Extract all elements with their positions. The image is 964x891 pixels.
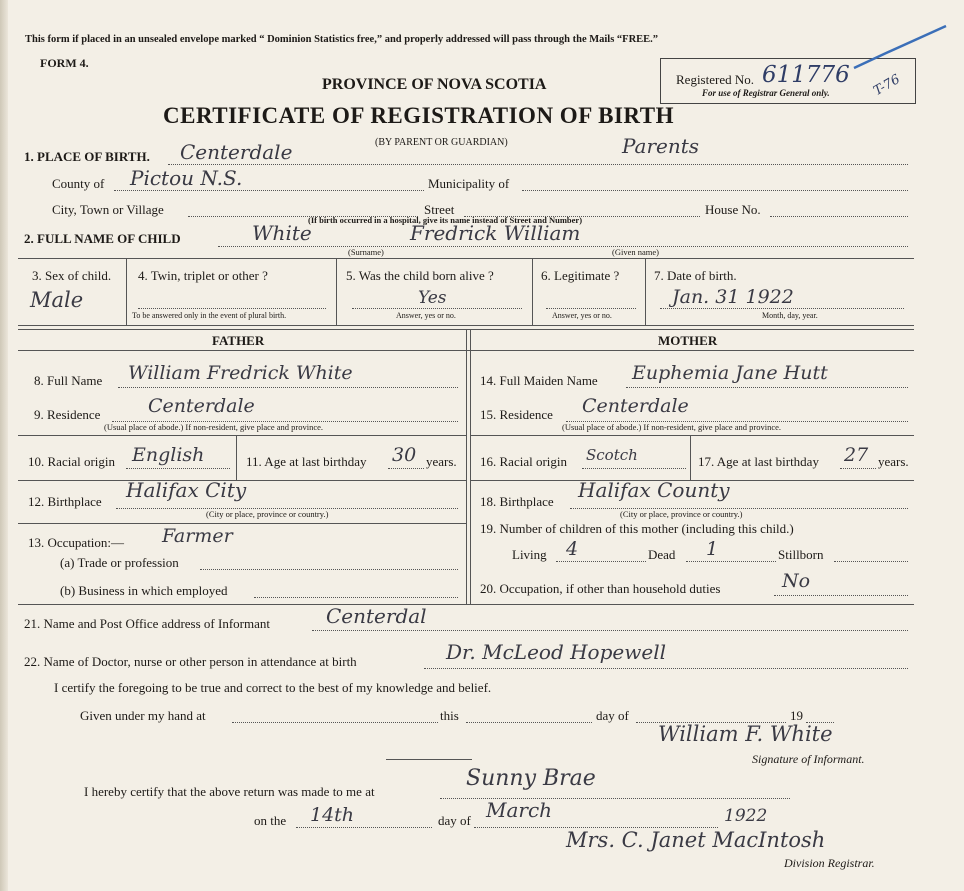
informant-signature: William F. White	[658, 722, 833, 746]
registered-no-label: Registered No.	[676, 72, 754, 87]
mother-residence-note: (Usual place of abode.) If non-resident, give place and province.	[562, 422, 782, 432]
street-label: Street	[424, 202, 455, 217]
form-number: FORM 4.	[40, 56, 89, 70]
mother-years: years.	[878, 454, 909, 469]
sex-label: 3. Sex of child.	[32, 268, 112, 283]
page-edge	[0, 0, 8, 891]
this-line	[466, 722, 592, 723]
place-of-birth-value: Centerdale	[180, 140, 293, 164]
city-label: City, Town or Village	[52, 202, 164, 217]
mother-birthplace-note: (City or place, province or country.)	[620, 509, 743, 519]
father-birthplace-note: (City or place, province or country.)	[206, 509, 329, 519]
given-at-label: Given under my hand at	[80, 708, 206, 723]
living-line	[556, 561, 646, 562]
on-the-label: on the	[254, 813, 287, 828]
rule	[470, 435, 914, 436]
registrar-signature: Mrs. C. Janet MacIntosh	[566, 828, 826, 852]
registrar-statement: I hereby certify that the above return was made to me at	[84, 784, 375, 799]
house-line	[770, 216, 908, 217]
twin-note: To be answered only in the event of plural birth.	[132, 311, 287, 320]
dob-note: Month, day, year.	[762, 311, 818, 320]
dead-line	[686, 561, 776, 562]
mother-race-label: 16. Racial origin	[480, 454, 568, 469]
father-age-value: 30	[392, 444, 417, 466]
legitimate-line	[546, 308, 636, 309]
legitimate-label: 6. Legitimate ?	[541, 268, 620, 283]
mother-age-label: 17. Age at last birthday	[698, 454, 819, 469]
divider	[532, 258, 533, 325]
child-given-value: Fredrick William	[410, 221, 581, 245]
day-line	[296, 827, 432, 828]
mother-age-line	[840, 468, 876, 469]
dob-line	[660, 308, 904, 309]
county-label: County of	[52, 176, 105, 191]
registrar-month-value: March	[486, 798, 553, 822]
trade-line	[200, 569, 458, 570]
father-occupation-value: Farmer	[162, 525, 233, 547]
informant-line	[312, 630, 908, 631]
surname-caption: (Surname)	[348, 247, 384, 257]
certificate-title: CERTIFICATE OF REGISTRATION OF BIRTH	[163, 103, 674, 128]
sex-value: Male	[30, 288, 84, 312]
informant-signature-caption: Signature of Informant.	[752, 752, 865, 766]
dob-label: 7. Date of birth.	[654, 268, 737, 283]
mother-birthplace-label: 18. Birthplace	[480, 494, 554, 509]
certificate-subtitle: (BY PARENT OR GUARDIAN)	[375, 137, 508, 148]
registrar-general-note: For use of Registrar General only.	[702, 88, 830, 98]
place-line	[168, 164, 908, 165]
registrar-day-value: 14th	[310, 804, 355, 826]
certify-statement: I certify the foregoing to be true and correct to the best of my knowledge and belief.	[54, 680, 492, 695]
rule	[18, 523, 466, 524]
business-line	[254, 597, 458, 598]
mother-residence-label: 15. Residence	[480, 407, 553, 422]
twin-label: 4. Twin, triplet or other ?	[138, 268, 268, 283]
father-race-line	[126, 468, 230, 469]
twin-line	[138, 308, 326, 309]
mail-notice: This form if placed in an unsealed envelope marked “ Dominion Statistics free,” and properly addressed will pass through the Mails “FREE.”	[25, 34, 659, 45]
parents-note: Parents	[622, 134, 700, 158]
year-prefix: 19	[790, 708, 803, 723]
county-line	[114, 190, 424, 191]
divider	[126, 258, 127, 325]
living-label: Living	[512, 547, 547, 562]
rule	[18, 604, 914, 605]
legitimate-note: Answer, yes or no.	[552, 311, 612, 320]
mother-heading: MOTHER	[658, 333, 718, 348]
this-label: this	[440, 708, 459, 723]
father-name-value: William Fredrick White	[128, 362, 353, 384]
rule	[18, 325, 914, 326]
hospital-note: (If birth occurred in a hospital, give its name instead of Street and Number)	[308, 215, 583, 225]
father-birthplace-value: Halifax City	[126, 478, 247, 502]
father-heading: FATHER	[212, 333, 265, 348]
mother-race-value: Scotch	[586, 446, 638, 464]
given-caption: (Given name)	[612, 247, 659, 257]
stillborn-line	[834, 561, 908, 562]
rule	[386, 759, 472, 760]
registrar-signature-caption: Division Registrar.	[784, 856, 875, 870]
informant-value: Centerdal	[326, 604, 427, 628]
mother-occupation-value: No	[782, 570, 811, 592]
father-birthplace-label: 12. Birthplace	[28, 494, 102, 509]
municipality-label: Municipality of	[428, 176, 510, 191]
living-value: 4	[566, 538, 579, 560]
mother-race-line	[582, 468, 686, 469]
mother-name-line	[626, 387, 908, 388]
mother-birthplace-value: Halifax County	[578, 478, 730, 502]
father-occupation-label: 13. Occupation:—	[28, 535, 125, 550]
father-years: years.	[426, 454, 457, 469]
divider	[466, 329, 467, 604]
father-age-line	[388, 468, 424, 469]
divider	[470, 329, 471, 604]
registrar-year-value: 1922	[724, 806, 768, 826]
child-name-label: 2. FULL NAME OF CHILD	[24, 231, 181, 246]
doctor-line	[424, 668, 908, 669]
mother-name-value: Euphemia Jane Hutt	[632, 362, 828, 384]
mother-age-value: 27	[844, 444, 869, 466]
father-residence-label: 9. Residence	[34, 407, 101, 422]
father-race-label: 10. Racial origin	[28, 454, 116, 469]
blue-check-mark	[850, 22, 950, 72]
rule	[18, 258, 914, 259]
house-no-label: House No.	[705, 202, 761, 217]
mother-occupation-label: 20. Occupation, if other than household duties	[480, 581, 721, 596]
mother-name-label: 14. Full Maiden Name	[480, 373, 598, 388]
place-of-birth-label: 1. PLACE OF BIRTH.	[24, 149, 150, 164]
divider	[645, 258, 646, 325]
divider	[690, 435, 691, 480]
dob-value: Jan. 31 1922	[672, 286, 794, 308]
father-name-line	[118, 387, 458, 388]
registrar-day-of-label: day of	[438, 813, 471, 828]
business-label: (b) Business in which employed	[60, 583, 228, 598]
rule	[18, 350, 914, 351]
registration-stamp: T-76	[871, 72, 903, 99]
rule	[18, 435, 466, 436]
alive-note: Answer, yes or no.	[396, 311, 456, 320]
registered-no-value: 611776	[762, 62, 850, 88]
doctor-value: Dr. McLeod Hopewell	[446, 640, 666, 664]
father-race-value: English	[132, 444, 205, 466]
province-heading: PROVINCE OF NOVA SCOTIA	[322, 76, 547, 93]
father-residence-value: Centerdale	[148, 395, 255, 417]
alive-label: 5. Was the child born alive ?	[346, 268, 494, 283]
divider	[236, 435, 237, 480]
father-age-label: 11. Age at last birthday	[246, 454, 367, 469]
day-of-label: day of	[596, 708, 629, 723]
child-name-line	[218, 246, 908, 247]
father-residence-note: (Usual place of abode.) If non-resident, give place and province.	[104, 422, 324, 432]
registrar-place-value: Sunny Brae	[466, 766, 596, 791]
doctor-label: 22. Name of Doctor, nurse or other person in attendance at birth	[24, 654, 357, 669]
stillborn-label: Stillborn	[778, 547, 824, 562]
trade-label: (a) Trade or profession	[60, 555, 179, 570]
dead-label: Dead	[648, 547, 676, 562]
child-surname-value: White	[252, 221, 312, 245]
mother-residence-value: Centerdale	[582, 395, 689, 417]
divider	[336, 258, 337, 325]
father-name-label: 8. Full Name	[34, 373, 103, 388]
children-label: 19. Number of children of this mother (including this child.)	[480, 521, 794, 536]
municipality-line	[522, 190, 908, 191]
given-at-line	[232, 722, 438, 723]
alive-value: Yes	[418, 288, 447, 308]
dead-value: 1	[706, 538, 719, 560]
informant-label: 21. Name and Post Office address of Informant	[24, 616, 270, 631]
alive-line	[352, 308, 522, 309]
mother-occupation-line	[774, 595, 908, 596]
county-value: Pictou N.S.	[130, 166, 243, 190]
